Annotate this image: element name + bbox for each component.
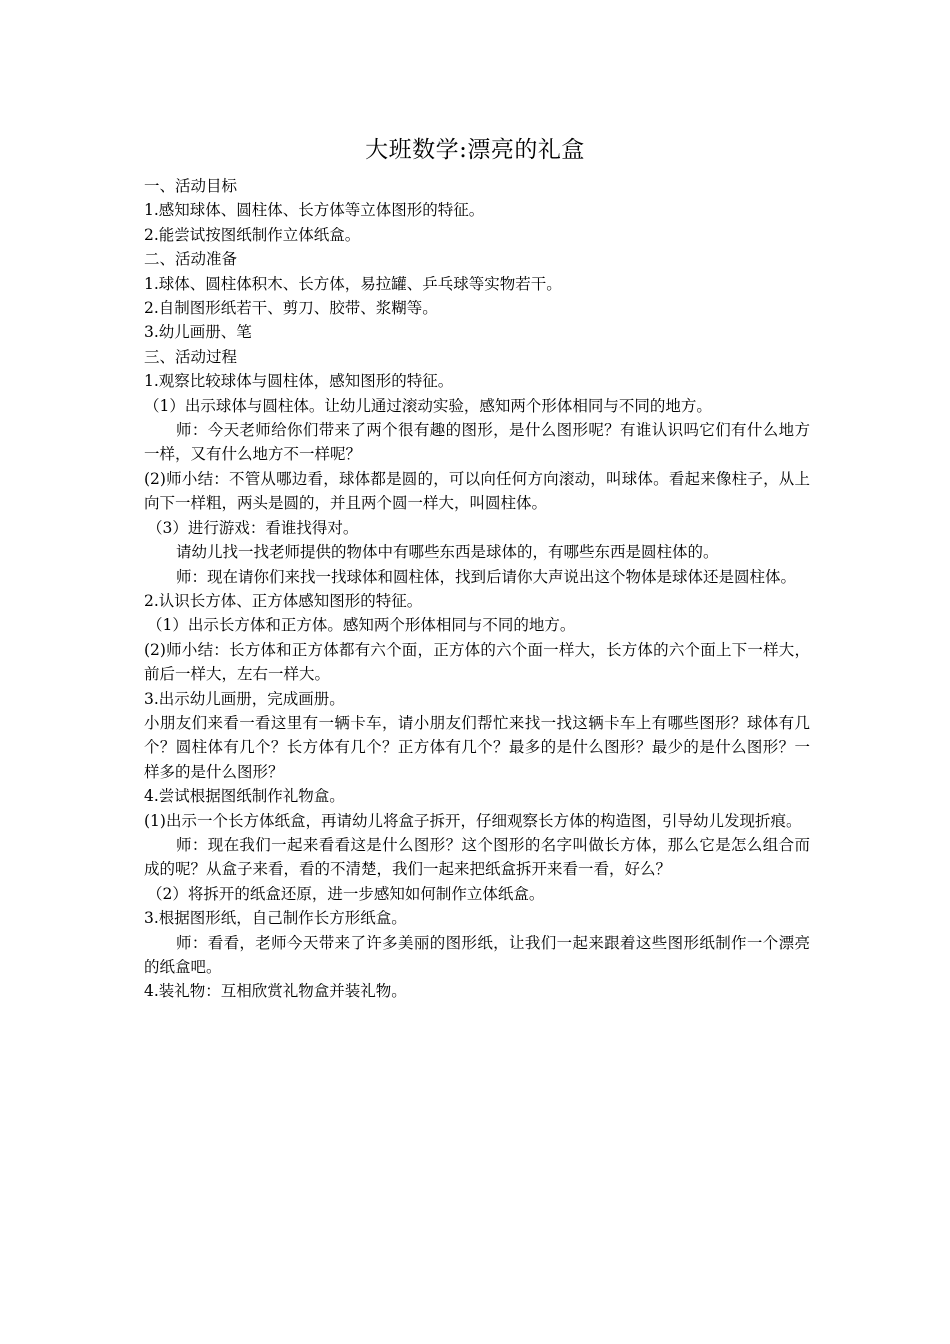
paragraph: 3.幼儿画册、笔 [144, 323, 252, 342]
paragraph: 小朋友们来看一看这里有一辆卡车，请小朋友们帮忙来找一找这辆卡车上有哪些图形？球体有几个？圆柱体有几个？长方体有几个？正方体有几个？最多的是什么图形？最少的是什么图形？一样多的是什么图形？ [144, 713, 810, 781]
paragraph: 一、活动目标 [144, 177, 238, 195]
paragraph: 1.球体、圆柱体积木、长方体，易拉罐、乒乓球等实物若干。 [144, 274, 562, 293]
paragraph: 1.感知球体、圆柱体、长方体等立体图形的特征。 [144, 201, 485, 220]
paragraph: (1)出示一个长方体纸盒，再请幼儿将盒子拆开，仔细观察长方体的构造图，引导幼儿发现折痕。 [144, 811, 802, 830]
paragraph: （1）出示长方体和正方体。感知两个形体相同与不同的地方。 [147, 616, 576, 635]
document-body [144, 174, 810, 1004]
paragraph: （3）进行游戏：看谁找得对。 [147, 518, 359, 537]
paragraph: 3.出示幼儿画册，完成画册。 [144, 689, 345, 708]
paragraph: 4.尝试根据图纸制作礼物盒。 [144, 787, 345, 806]
paragraph: 师：现在请你们来找一找球体和圆柱体，找到后请你大声说出这个物体是球体还是圆柱体。 [176, 567, 797, 586]
document-title: 大班数学:漂亮的礼盒 [365, 137, 585, 163]
paragraph: (2)师小结：不管从哪边看，球体都是圆的，可以向任何方向滚动，叫球体。看起来像柱子，从上向下一样粗，两头是圆的，并且两个圆一样大，叫圆柱体。 [144, 469, 810, 513]
paragraph: 2.认识长方体、正方体感知图形的特征。 [144, 591, 423, 610]
paragraph: 师：今天老师给你们带来了两个很有趣的图形，是什么图形呢？有谁认识吗它们有什么地方一样，又有什么地方不一样呢？ [144, 421, 810, 464]
paragraph: 2.自制图形纸若干、剪刀、胶带、浆糊等。 [144, 299, 438, 318]
paragraph: 师：看看，老师今天带来了许多美丽的图形纸，让我们一起来跟着这些图形纸制作一个漂亮的纸盒吧。 [144, 933, 810, 976]
paragraph: 2.能尝试按图纸制作立体纸盒。 [144, 225, 361, 244]
paragraph: 1.观察比较球体与圆柱体，感知图形的特征。 [144, 372, 454, 391]
paragraph: (2)师小结：长方体和正方体都有六个面，正方体的六个面一样大，长方体的六个面上下一样大，前后一样大，左右一样大。 [144, 640, 810, 684]
paragraph: 三、活动过程 [144, 347, 238, 366]
paragraph: 请幼儿找一找老师提供的物体中有哪些东西是球体的，有哪些东西是圆柱体的。 [176, 543, 719, 562]
paragraph: 4.装礼物：互相欣赏礼物盒并装礼物。 [144, 982, 407, 1001]
paragraph: （1）出示球体与圆柱体。让幼儿通过滚动实验，感知两个形体相同与不同的地方。 [144, 396, 712, 415]
paragraph: 二、活动准备 [144, 250, 238, 269]
paragraph: 3.根据图形纸，自己制作长方形纸盒。 [144, 909, 407, 928]
paragraph: 师：现在我们一起来看看这是什么图形？这个图形的名字叫做长方体，那么它是怎么组合而成的呢？从盒子来看，看的不清楚，我们一起来把纸盒拆开来看一看，好么？ [144, 835, 810, 879]
paragraph: （2）将拆开的纸盒还原，进一步感知如何制作立体纸盒。 [147, 884, 545, 903]
